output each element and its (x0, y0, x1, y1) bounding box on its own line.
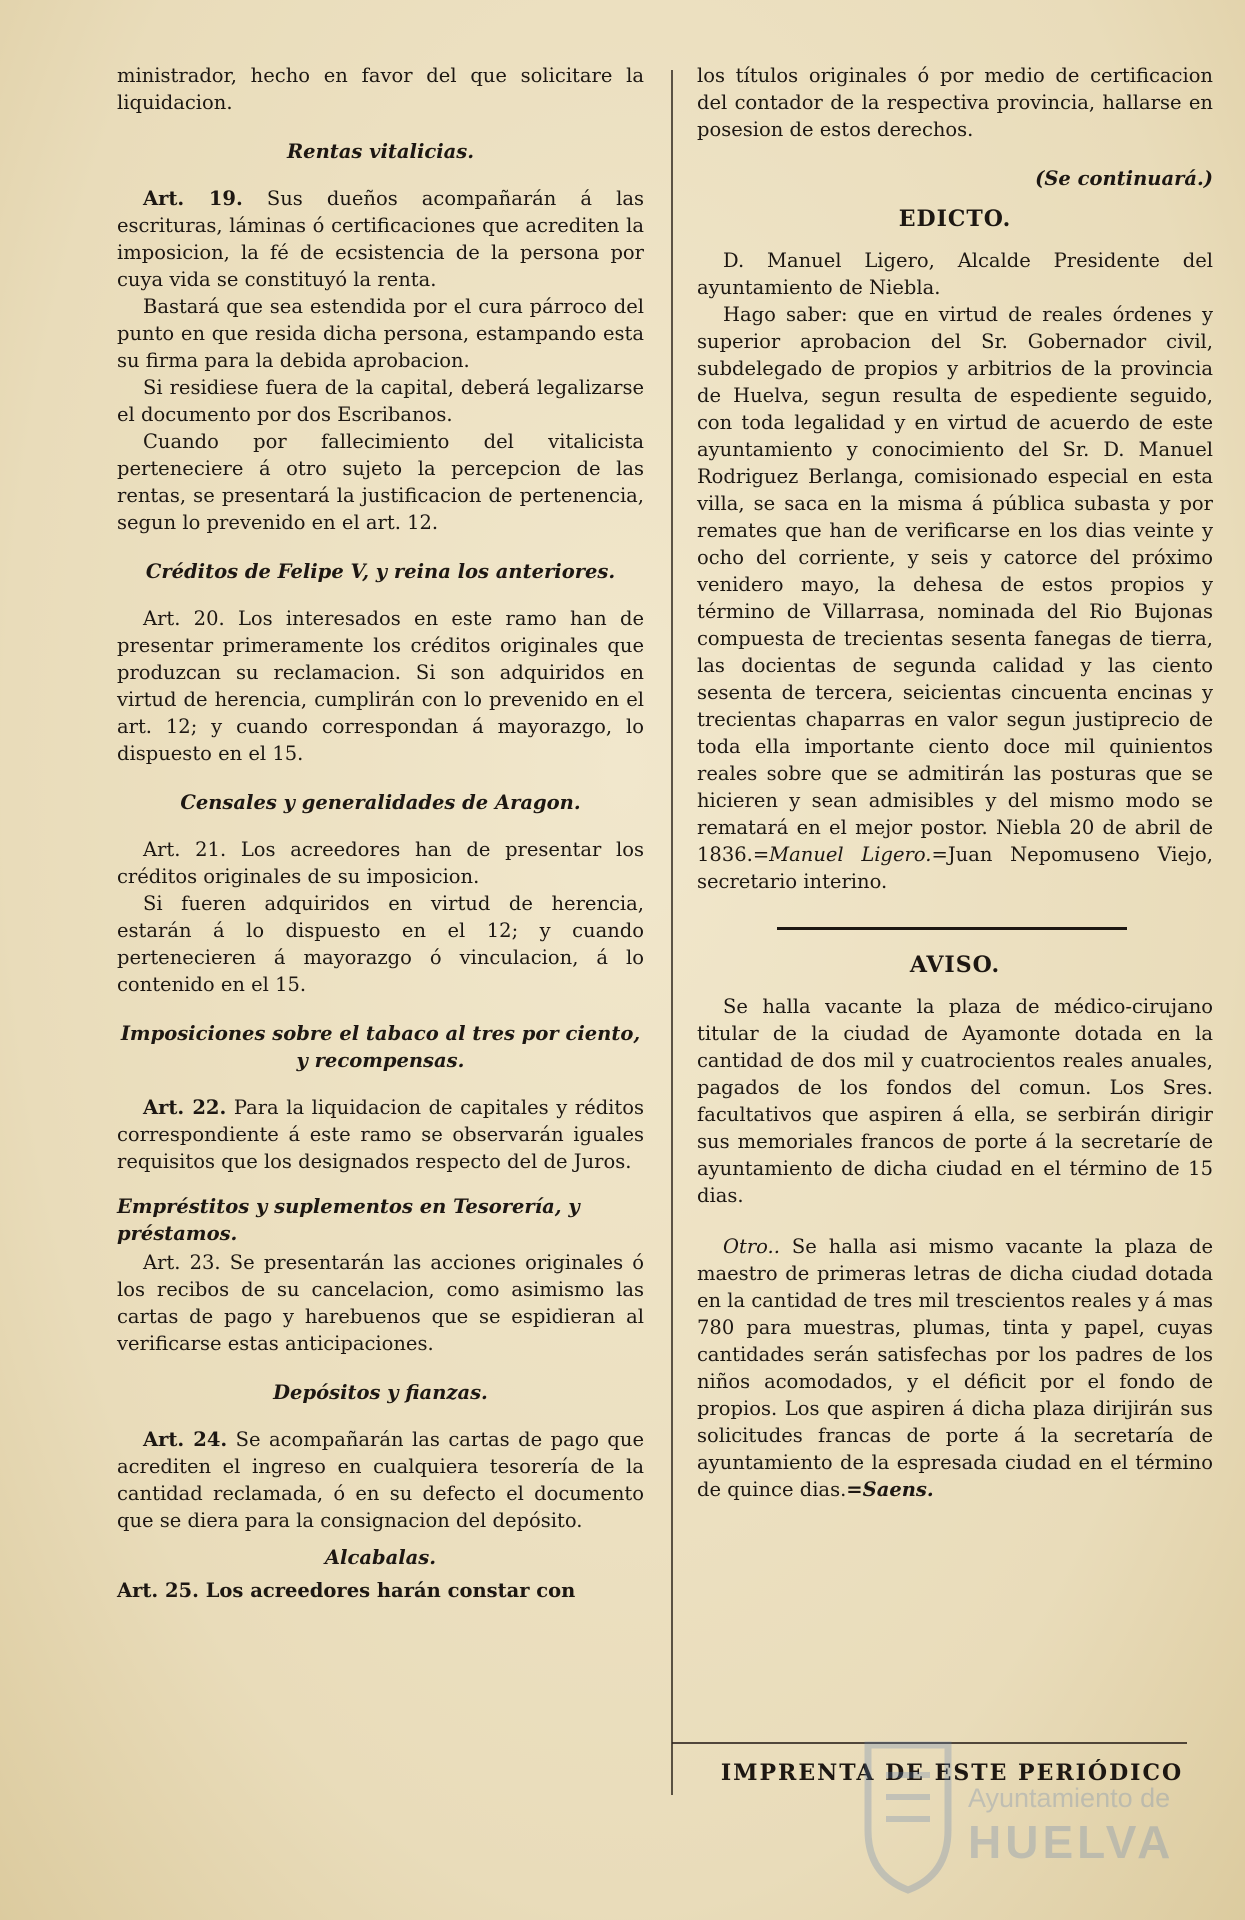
art19-number: Art. 19. (143, 187, 243, 210)
aviso-text-2: Se halla asi mismo vacante la plaza de maestro de primeras letras de dicha ciudad dotada en la cantidad de tres mil trescientos reales y á mas 780 para muestras, plumas, tinta y papel, cuyas cantidades serán satisfechas por los padres de los niños acomodados, y el déficit por el fondo de propios. Los que aspiren á dicha plaza dirijirán sus solicitudes francas de porte á la secretaría de ayuntamiento de la espresada ciudad en el término de quince dias. (697, 1235, 1213, 1501)
left-column (117, 62, 644, 1604)
art21-text: Los acreedores han de presentar los créditos originales de su imposicion. (117, 838, 644, 888)
column-divider (671, 70, 673, 1795)
art19-paragraph (117, 185, 644, 293)
edicto-title: EDICTO. (898, 206, 1012, 232)
aviso-paragraph-1: Se halla vacante la plaza de médico-cirujano titular de la ciudad de Ayamonte dotada en la cantidad de dos mil y cuatrocientos reales anuales, pagados de los fondos del comun. Los Sres. facultativos que aspiren á ella, se serbirán dirigir sus memoriales francos de porte á la secretaríe de ayuntamiento de dicha ciudad en el término de 15 dias. (697, 995, 1213, 1207)
art25-number: Art. 25. (117, 1579, 199, 1602)
edicto-body (697, 301, 1213, 895)
emprestitos-heading: Empréstitos y suplementos en Tesorería, y préstamos. (117, 1195, 580, 1245)
watermark-line-1: Ayuntamiento de (968, 1783, 1171, 1813)
art24-paragraph (117, 1426, 644, 1534)
imprenta-footer: IMPRENTA DE ESTE PERIÓDICO (720, 1760, 1184, 1786)
aviso-title: AVISO. (909, 952, 1001, 978)
depositos-heading: Depósitos y fianzas. (273, 1381, 488, 1404)
art25-paragraph (117, 1577, 644, 1604)
art20-paragraph (117, 605, 644, 767)
art19-paragraph-3: Si residiese fuera de la capital, deberá legalizarse el documento por dos Escribanos. (117, 376, 644, 426)
aviso-paragraph-2 (697, 1233, 1213, 1503)
creditos-heading: Créditos de Felipe V, y reina los anteriores. (145, 560, 616, 583)
section-separator (777, 927, 1127, 930)
edicto-text: Hago saber: que en virtud de reales órdenes y superior aprobacion del Sr. Gobernador civil, subdelegado de propios y arbitrios de la provincia de Huelva, segun resulta de espediente seguido, con toda legalidad y en virtud de acuerdo de este ayuntamiento y conocimiento del Sr. D. Manuel Rodriguez Berlanga, comisionado especial en esta villa, se saca en la misma á pública subasta y por remates que han de verificarse en los dias veinte y ocho del corriente, y seis y catorce del próximo venidero mayo, la dehesa de estos propios y término de Villarrasa, nominada del Rio Bujonas compuesta de trecientas sesenta fanegas de tierra, las docientas de segunda calidad y las ciento sesenta de tercera, seicientas cincuenta encinas y trecientas chaparras en valor segun justiprecio de toda ella importante ciento doce mil quinientos reales sobre que se admitirán las posturas que se hicieren y sean admisibles y del mismo modo se rematará en el mejor postor. Niebla 20 de abril de 1836. (697, 303, 1213, 866)
art20-text: Los interesados en este ramo han de presentar primeramente los créditos originales que produzcan su reclamacion. Si son adquiridos en virtud de herencia, cumplirán con lo prevenido en el art. 12; y cuando correspondan á mayorazgo, lo dispuesto en el 15. (117, 607, 644, 765)
art21-paragraph-2: Si fueren adquiridos en virtud de herencia, estarán á lo dispuesto en el 12; y cuando pertenecieren á mayorazgo ó vinculacion, á lo contenido en el 15. (117, 892, 644, 996)
art19-paragraph-4: Cuando por fallecimiento del vitalicista perteneciere á otro sujeto la percepcion de las rentas, se presentará la justificacion de pertenencia, segun lo prevenido en el art. 12. (117, 430, 644, 534)
intro-text: ministrador, hecho en favor del que solicitare la liquidacion. (117, 64, 644, 114)
art20-number: Art. 20. (143, 607, 225, 630)
continuation-text: los títulos originales ó por medio de certificacion del contador de la respectiva provincia, hallarse en posesion de estos derechos. (697, 64, 1213, 141)
art19-text: Sus dueños acompañarán á las escrituras, láminas ó certificaciones que acrediten la imposicion, la fé de ecsistencia de la persona por cuya vida se constituyó la renta. (117, 187, 644, 291)
shield-icon (858, 1735, 958, 1895)
continuara-note: (Se continuará.) (1035, 167, 1213, 190)
art22-text: Para la liquidacion de capitales y réditos correspondiente á este ramo se observarán iguales requisitos que los designados respecto del de Juros. (117, 1096, 644, 1173)
ayuntamiento-watermark (858, 1735, 1188, 1905)
art24-number: Art. 24. (143, 1428, 228, 1451)
art19-paragraph-2: Bastará que sea estendida por el cura párroco del punto en que resida dicha persona, estampando esta su firma para la debida aprobacion. (117, 295, 644, 372)
alcabalas-heading: Alcabalas. (324, 1546, 437, 1569)
art23-number: Art. 23. (143, 1251, 221, 1274)
art21-number: Art. 21. (143, 838, 227, 861)
aviso-signature: =Saens. (846, 1478, 934, 1501)
art23-paragraph (117, 1249, 644, 1357)
art24-text: Se acompañarán las cartas de pago que acrediten el ingreso en cualquiera tesorería de la cantidad reclamada, ó en su defecto el documento que se diera para la consignacion del depósito. (117, 1428, 644, 1532)
art21-paragraph (117, 836, 644, 890)
edicto-intro: D. Manuel Ligero, Alcalde Presidente del ayuntamiento de Niebla. (697, 249, 1213, 299)
rentas-heading: Rentas vitalicias. (286, 140, 475, 163)
watermark-line-2: HUELVA (968, 1816, 1175, 1868)
art22-paragraph (117, 1094, 644, 1175)
art25-text: Los acreedores harán constar con (198, 1579, 576, 1602)
imposiciones-heading: Imposiciones sobre el tabaco al tres por ciento, y recompensas. (120, 1022, 641, 1072)
edicto-signature-secretario: =Juan Nepomuseno Viejo, secretario interino. (697, 843, 1213, 893)
aviso-otro-label: Otro.. (723, 1235, 780, 1258)
censales-heading: Censales y generalidades de Aragon. (180, 791, 581, 814)
right-column (697, 62, 1213, 1503)
edicto-signature-alcalde: =Manuel Ligero. (752, 843, 932, 866)
art22-number: Art. 22. (143, 1096, 227, 1119)
art23-text: Se presentarán las acciones originales ó los recibos de su cancelacion, como asimismo las cartas de pago y harebuenos que se espidieran al verificarse estas anticipaciones. (117, 1251, 644, 1355)
